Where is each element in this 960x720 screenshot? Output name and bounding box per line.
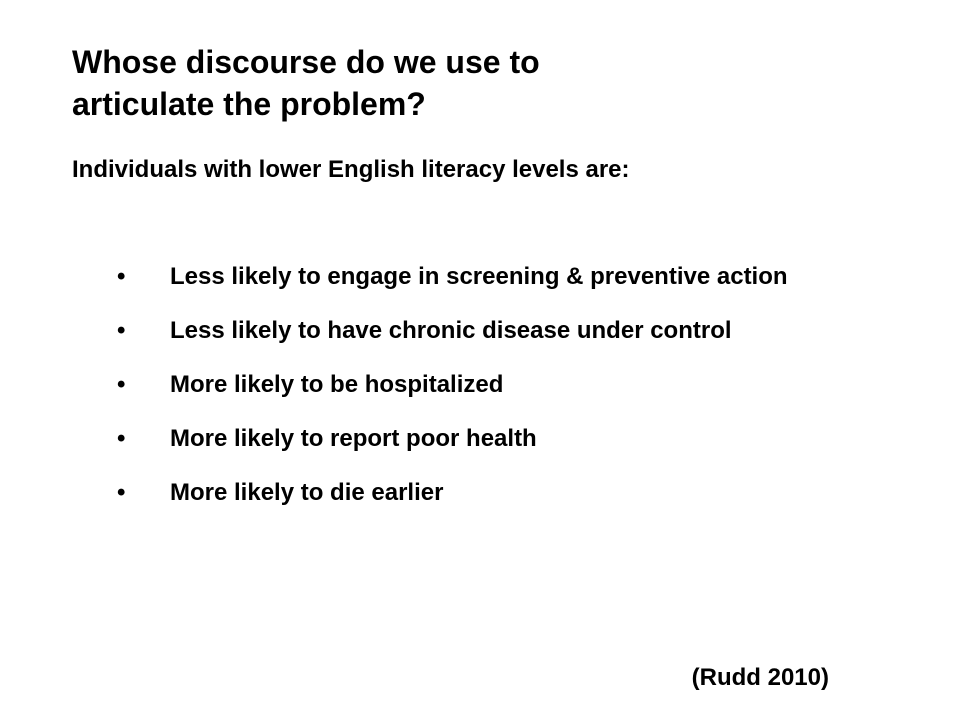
slide-subtitle: Individuals with lower English literacy levels are:: [72, 156, 630, 183]
bullet-dot-icon: •: [117, 263, 126, 290]
bullet-item: [0, 422, 830, 456]
bullet-text: More likely to report poor health: [170, 425, 537, 452]
bullet-item: [0, 260, 830, 294]
bullet-text: Less likely to engage in screening & preventive action: [170, 263, 788, 290]
bullet-dot-icon: •: [117, 371, 126, 398]
slide-title-line-2: articulate the problem?: [72, 86, 426, 122]
bullet-item: [0, 476, 830, 510]
citation: (Rudd 2010): [691, 664, 829, 691]
bullet-dot-icon: •: [117, 317, 126, 344]
bullet-text: More likely to be hospitalized: [170, 371, 504, 398]
bullet-item: [0, 368, 830, 402]
bullet-item: [0, 314, 830, 348]
bullet-list: [0, 260, 960, 530]
bullet-dot-icon: •: [117, 479, 126, 506]
bullet-text: Less likely to have chronic disease under control: [170, 317, 732, 344]
bullet-text: More likely to die earlier: [170, 479, 444, 506]
bullet-dot-icon: •: [117, 425, 126, 452]
slide-title-line-1: Whose discourse do we use to: [72, 44, 540, 80]
slide-title: [72, 41, 832, 125]
